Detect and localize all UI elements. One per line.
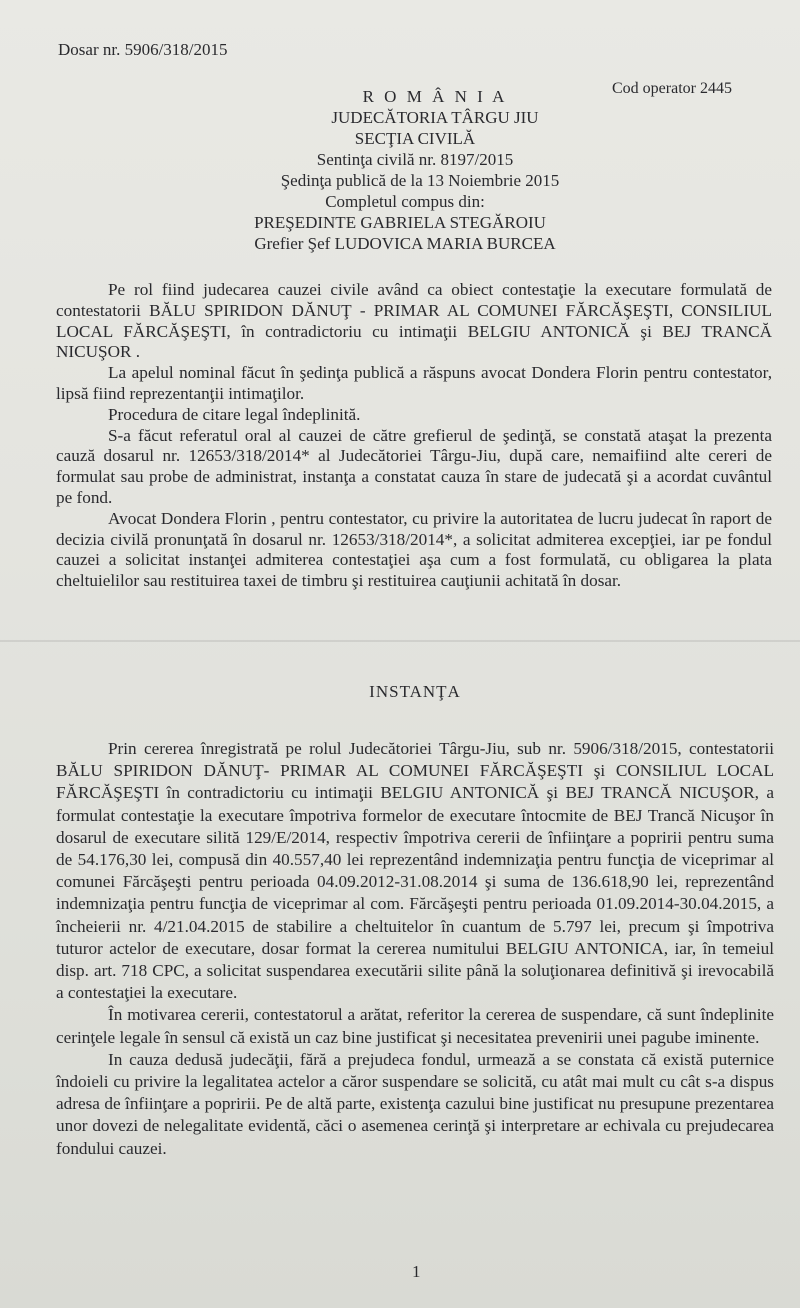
header-panel: Completul compus din: xyxy=(325,192,485,211)
paragraph: Avocat Dondera Florin , pentru contestator, cu privire la autoritatea de lucru judecat în raport de decizia civilă pronunţată în dosarul nr. 12653/318/2014*, a solicitat admiterea excepţiei, iar pe fondul cauzei a solicitat instanţei admiterea contestaţiei aşa cum a fost formulată, cu obligarea la plata cheltuielilor sau restituirea taxei de timbru şi restituirea cauţiunii achitată în dosar. xyxy=(56,508,772,591)
case-number: Dosar nr. 5906/318/2015 xyxy=(58,40,228,59)
paragraph: În motivarea cererii, contestatorul a arătat, referitor la cererea de suspendare, că sunt îndeplinite cerinţele legale în sensul că există un caz bine justificat şi necesitatea prevenirii unei pagube iminente. xyxy=(56,1005,774,1047)
header-section: SECŢIA CIVILĂ xyxy=(354,129,476,148)
paragraph: Prin cererea înregistrată pe rolul Judecătoriei Târgu-Jiu, sub nr. 5906/318/2015, contestatorii BĂLU SPIRIDON DĂNUŢ- PRIMAR AL COMUNEI FĂRCĂŞEŞTI şi CONSILIUL LOCAL FĂRCĂŞEŞTI în contradictoriu cu intimaţii BELGIU ANTONICĂ şi BEJ TRANCĂ NICUŞOR, a formulat contestaţie la executare împotriva formelor de executare întocmite de BEJ Trancă Nicuşor în dosarul de executare silită 129/E/2014, respectiv împotriva cererii de înfiinţare a popririi pentru suma de 54.176,30 lei, compusă din 40.557,40 lei reprezentând indemnizaţia pentru funcţia de viceprimar al comunei Fărcăşeşti pentru perioada 04.09.2012-31.08.2014 şi suma de 136.618,90 lei, reprezentând indemnizaţia pentru funcţia de viceprimar al com. Fărcăşeşti pentru perioada 01.09.2014-30.04.2015, a încheierii nr. 4/21.04.2015 de stabilire a cheltuitelor în cuantum de 5.797 lei, precum şi împotriva tuturor actelor de executare, dosar format la cererea numitului BELGIU ANTONICA, iar, în temeiul disp. art. 718 CPC, a solicitat suspendarea executării silite până la soluţionarea definitivă şi irevocabilă a contestaţiei la executare. xyxy=(56,739,774,1003)
header-clerk: Grefier Şef LUDOVICA MARIA BURCEA xyxy=(254,234,556,253)
section-title: INSTANŢA xyxy=(369,682,461,701)
court-header xyxy=(0,86,800,254)
operator-code: Cod operator 2445 xyxy=(612,80,732,97)
court-reasoning xyxy=(56,738,774,1160)
header-country: R O M Â N I A xyxy=(362,87,508,106)
header-president: PREŞEDINTE GABRIELA STEGĂROIU xyxy=(254,213,546,232)
paragraph: S-a făcut referatul oral al cauzei de către grefierul de şedinţă, se constată ataşat la prezenta cauză dosarul nr. 12653/318/2014* al Judecătoriei Târgu-Jiu, după care, nemaifiind alte cereri de formulat sau probe de administrat, instanţa a constatat cauza în stare de judecată şi a acordat cuvântul pe fond. xyxy=(56,425,772,507)
paragraph: Pe rol fiind judecarea cauzei civile având ca obiect contestaţie la executare formulată de contestatorii BĂLU SPIRIDON DĂNUŢ - PRIMAR AL COMUNEI FĂRCĂŞEŞTI, CONSILIUL LOCAL FĂRCĂŞEŞTI, în contradictoriu cu intimaţii BELGIU ANTONICĂ şi BEJ TRANCĂ NICUŞOR . xyxy=(56,280,772,362)
paragraph: Procedura de citare legal îndeplinită. xyxy=(108,404,361,424)
header-court: JUDECĂTORIA TÂRGU JIU xyxy=(331,108,539,127)
header-sentence: Sentinţa civilă nr. 8197/2015 xyxy=(316,150,514,169)
page-number: 1 xyxy=(412,1262,421,1281)
paragraph: La apelul nominal făcut în şedinţa publică a răspuns avocat Dondera Florin pentru contestator, lipsă fiind reprezentanţii intimaţilor. xyxy=(56,363,772,403)
header-session: Şedinţa publică de la 13 Noiembrie 2015 xyxy=(280,171,560,190)
paper-fold xyxy=(0,640,800,642)
procedure-text xyxy=(56,280,772,592)
paragraph: In cauza dedusă judecăţii, fără a prejudeca fondul, urmează a se constata că există puternice îndoieli cu privire la legalitatea actelor a căror suspendare se solicită, cu atât mai mult cu cât s-a dispus adresa de înfiinţare a popririi. Pe de altă parte, existenţa cazului bine justificat nu presupune prezentarea unor dovezi de nelegalitate evidentă, căci o asemenea cerinţă şi interpretare ar echivala cu prejudecarea fondului cauzei. xyxy=(56,1049,774,1158)
